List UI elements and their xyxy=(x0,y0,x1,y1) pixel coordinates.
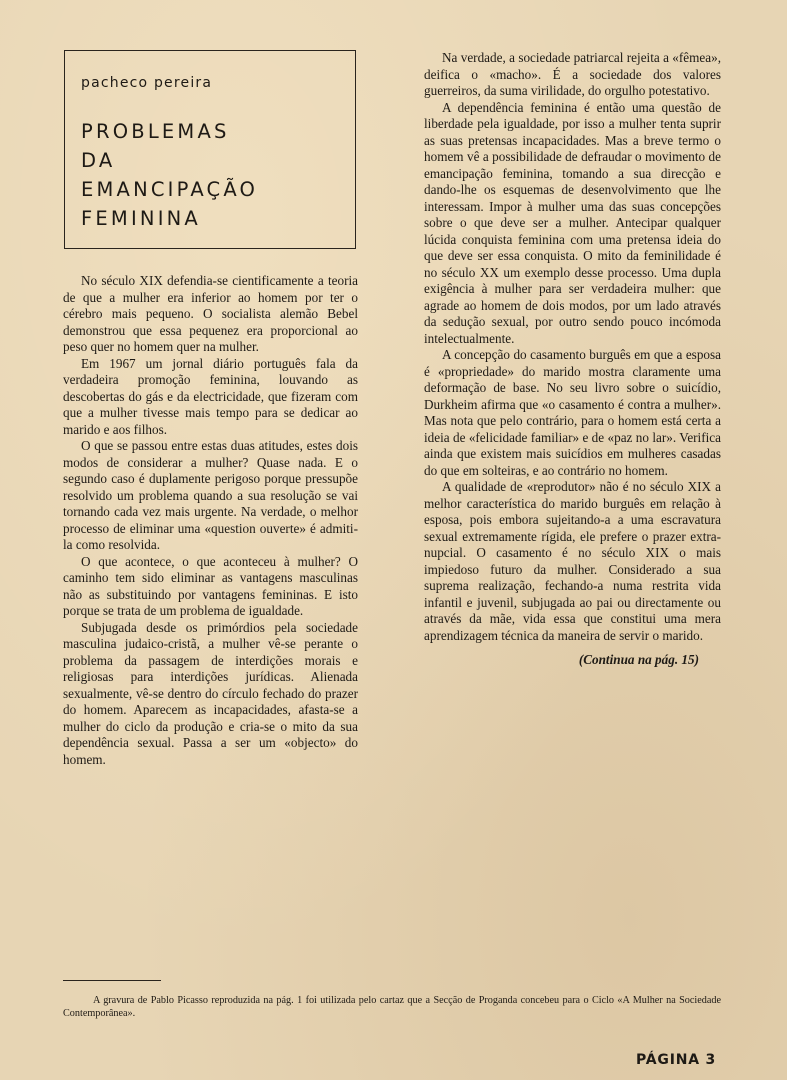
paragraph: Subjugada desde os primórdios pela sociedade masculina judaico-cristã, a mulher vê-se perante o problema da passagem de interdições morais e religiosas para interdições jurídicas. Alienada sexualmente, vê-se dentro do círculo fechado do prazer do homem. Aparecem as incapacidades, afasta-se a mulher do ciclo da produção e cria-se o mito da sua dependência sexual. Passa a ser um «objecto» do homem. xyxy=(63,619,358,767)
title-line: DA xyxy=(81,149,116,172)
title-line: PROBLEMAS xyxy=(81,120,230,143)
paragraph: Na verdade, a sociedade patriarcal rejeita a «fêmea», deifica o «macho». É a sociedade dos valores guerreiros, da suma virilidade, do orgulho potestativo. xyxy=(424,50,721,98)
author-name: pacheco pereira xyxy=(81,75,213,91)
left-column xyxy=(63,273,358,768)
article-title xyxy=(81,117,339,233)
continuation-note: (Continua na pág. 15) xyxy=(578,652,699,667)
right-column xyxy=(424,50,721,669)
paragraph: A concepção do casamento burguês em que a esposa é «propriedade» do marido mostra claramente uma deformação de base. No seu livro sobre o suicídio, Durkheim afirma que «o casamento é contra a mulher». Mas nota que pelo contrário, para o homem está certa a ideia de «felicidade familiar» e de «paz no lar». Verifica ainda que existem mais suicídios em mulheres casadas do que em solteiras, e ao contrário no homem. xyxy=(424,347,721,478)
paragraph: No século XIX defendia-se cientificamente a teoria de que a mulher era inferior ao homem por ter o cérebro mais pequeno. O socialista alemão Bebel demonstrou que essa pequenez era proporcional ao peso quer no homem quer na mulher. xyxy=(63,273,358,354)
title-line: FEMININA xyxy=(81,207,201,230)
page-number: PÁGINA 3 xyxy=(636,1052,717,1068)
footnote-rule xyxy=(63,980,161,981)
paragraph: O que se passou entre estas duas atitudes, estes dois modos de considerar a mulher? Quase nada. E o segundo caso é duplamente perigoso porque pressupõe resolvido um problema quando a sua resolução se vai tornando cada vez mais urgente. Na verdade, o melhor processo de eliminar uma «question ouverte» é admiti-la como resolvida. xyxy=(63,438,358,552)
paragraph: A qualidade de «reprodutor» não é no século XIX a melhor característica do marido burguês em relação à esposa, pois embora sujeitando-a a uma escravatura sexual extremamente rígida, ele prefere o prazer extra-nupcial. O casamento é no século XIX o mais impiedoso futuro da mulher. Considerado a sua suprema realização, fechando-a numa restrita vida infantil e juvenil, subjugada ao pai ou directamente ou através da mãe, vida essa que constitui uma mera aprendizagem técnica da maneira de servir o marido. xyxy=(424,479,721,643)
title-line: EMANCIPAÇÃO xyxy=(81,178,259,201)
title-box xyxy=(64,50,356,249)
paragraph: A dependência feminina é então uma questão de liberdade pela igualdade, por isso a mulher tenta suprir as suas pretensas incapacidades. Mas a breve termo o homem vê a possibilidade de defraudar o movimento de emancipação feminina, tomando a sua direcção e dando-lhe os esquemas de desenvolvimento que lhe interessam. Impor à mulher uma das suas concepções sobre o que deve ser a mulher. Antecipar qualquer lúcida conquista feminina com uma pretensa ideia do que deve ser essa conquista. O mito da feminilidade é no século XX um exemplo desse processo. Uma dupla exigência à mulher para ser verdadeira mulher: que agrade ao homem de dois modos, por um lado através da sedução sexual, por outro sendo pouco incómoda intelectualmente. xyxy=(424,99,721,346)
paragraph: O que acontece, o que aconteceu à mulher? O caminho tem sido eliminar as vantagens masculinas não as substituindo por vantagens femininas. E isto porque se trata de um problema de igualdade. xyxy=(63,553,358,618)
paragraph: Em 1967 um jornal diário português fala da verdadeira promoção feminina, louvando as descobertas do gás e da electricidade, que fizeram com que a mulher tivesse mais tempo para se dedicar ao marido e aos filhos. xyxy=(63,355,358,437)
footnote: A gravura de Pablo Picasso reproduzida na pág. 1 foi utilizada pelo cartaz que a Secção de Proganda concebeu para o Ciclo «A Mulher na Sociedade Contemporânea». xyxy=(63,995,721,1019)
